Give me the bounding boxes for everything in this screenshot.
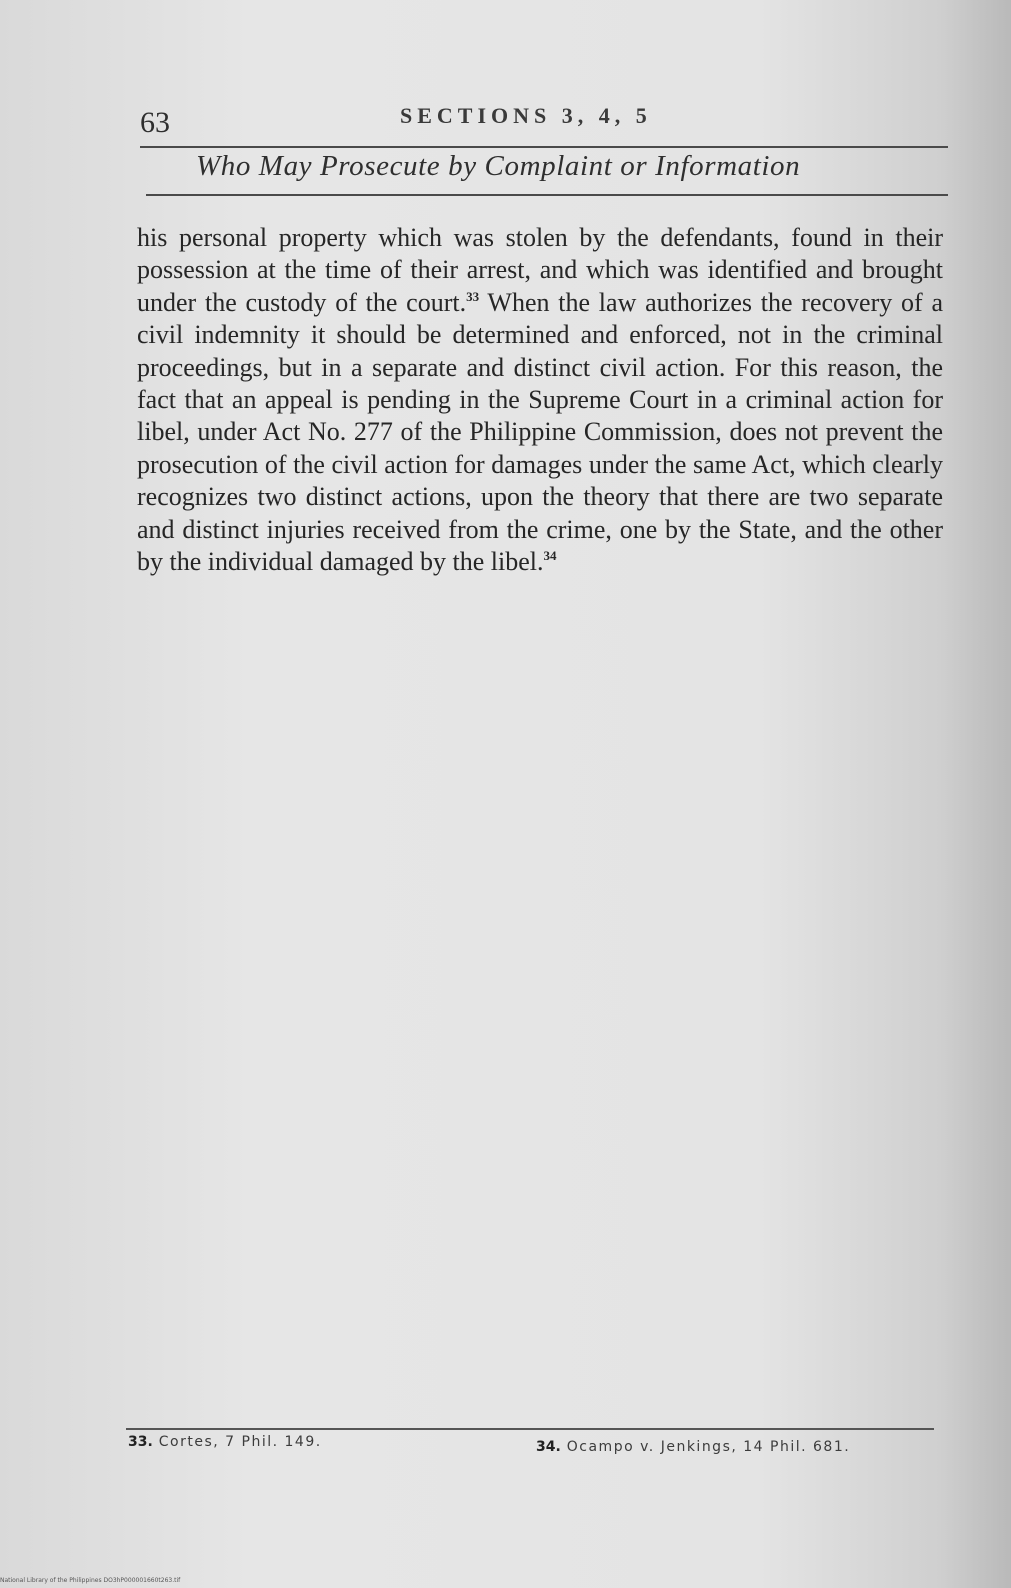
header-rule-bottom (146, 194, 948, 196)
running-head: SECTIONS 3, 4, 5 (400, 103, 652, 128)
footnote-34 (536, 1438, 936, 1456)
footnote-ref-34: 34 (543, 548, 557, 564)
section-subtitle: Who May Prosecute by Complaint or Information (196, 150, 801, 182)
footnote-rule (126, 1428, 934, 1430)
body-text-part-2: When the law authorizes the recovery of a civil indemnity it should be determined and enforced, not in the criminal proceedings, but in a separate and distinct civil action. For this reason, the fact that an appeal is pending in the Supreme Court in a criminal action for libel, under Act No. 277 of the Philippine Commission, does not prevent the prosecution of the civil action for damages under the same Act, which clearly recognizes two distinct actions, upon the theory that there are two separate and distinct injuries received from the crime, one by the State, and the other by the individual damaged by the libel. (137, 287, 943, 577)
body-paragraph (137, 222, 943, 578)
header-rule-top (140, 146, 948, 148)
page-number: 63 (140, 106, 170, 139)
footnote-33 (128, 1434, 322, 1450)
footnote-text: Cortes, 7 Phil. 149. (158, 1434, 322, 1450)
footnote-text: Ocampo v. Jenkings, 14 Phil. 681. (566, 1439, 851, 1455)
footnote-number: 34. (536, 1439, 561, 1455)
footnote-number: 33. (128, 1434, 153, 1450)
footnote-ref-33: 33 (466, 288, 480, 304)
archive-label: National Library of the Philippines DO3hP000001660t263.tif (0, 1577, 181, 1584)
body-text-part-1: his personal property which was stolen by the defendants, found in their possession at the time of their arrest, and which was identified and brought under the custody of the court. (137, 223, 943, 317)
